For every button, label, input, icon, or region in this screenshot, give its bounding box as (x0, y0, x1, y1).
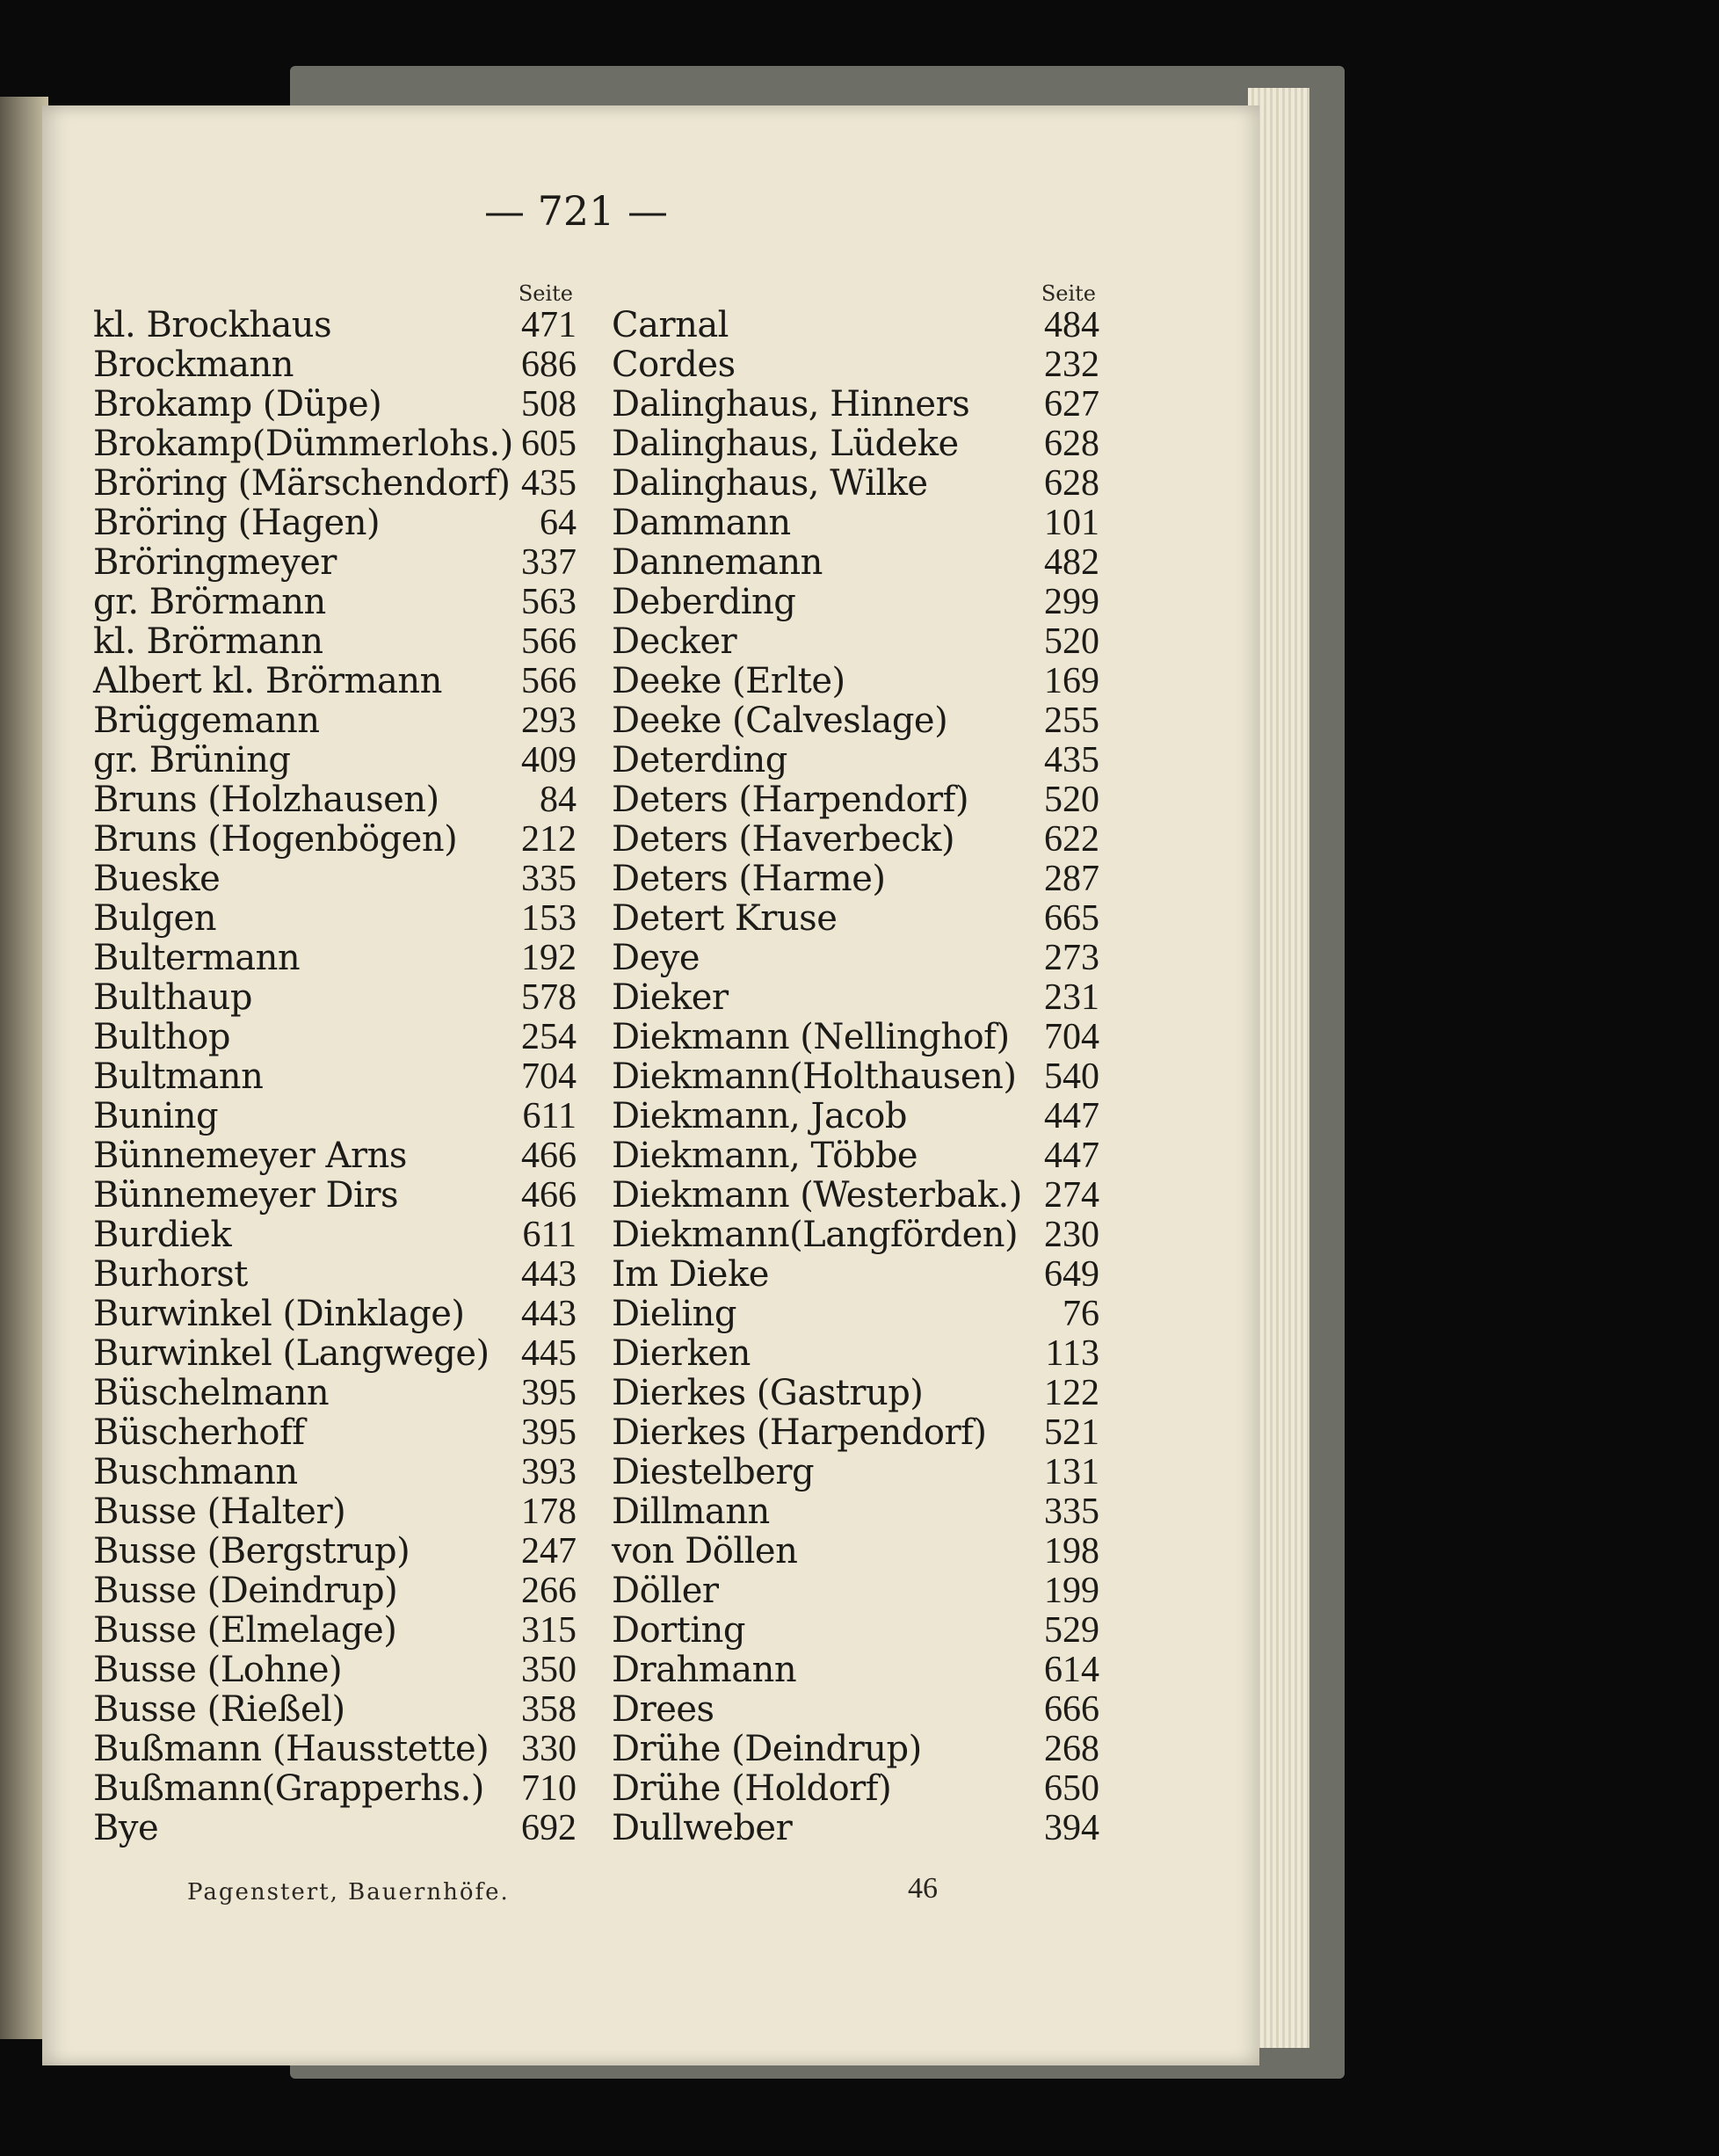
index-entry (612, 820, 1099, 860)
entry-page: 153 (521, 898, 577, 939)
footer-imprint: Pagenstert, Bauernhöfe. (187, 1879, 510, 1906)
index-entry (93, 1730, 577, 1769)
entry-name: Diekmann, Többe (612, 1136, 918, 1176)
index-entry (612, 1057, 1099, 1097)
entry-page: 666 (1044, 1689, 1099, 1730)
entry-page: 622 (1044, 819, 1099, 860)
entry-page: 101 (1044, 503, 1099, 543)
entry-page: 520 (1044, 621, 1099, 662)
entry-name: Brokamp (Düpe) (93, 384, 382, 425)
index-entry (93, 1453, 577, 1492)
index-entry (612, 741, 1099, 780)
index-entry (612, 1334, 1099, 1374)
index-entry (93, 1690, 577, 1730)
entry-page: 254 (521, 1017, 577, 1057)
entry-page: 520 (1044, 780, 1099, 820)
entry-page: 466 (521, 1136, 577, 1176)
index-entry (93, 701, 577, 741)
entry-page: 443 (521, 1254, 577, 1295)
index-entry (93, 1572, 577, 1611)
index-entry (93, 1809, 577, 1848)
entry-name: Drees (612, 1689, 714, 1730)
entry-name: Decker (612, 621, 737, 662)
entry-name: Deeke (Erlte) (612, 661, 845, 701)
index-entry (93, 939, 577, 978)
entry-page: 230 (1044, 1215, 1099, 1255)
entry-page: 435 (1044, 740, 1099, 780)
entry-page: 268 (1044, 1729, 1099, 1769)
entry-page: 76 (1063, 1294, 1099, 1334)
entry-page: 471 (521, 305, 577, 345)
entry-name: Deberding (612, 582, 796, 622)
entry-name: Bueske (93, 859, 221, 899)
entry-name: Dierkes (Gastrup) (612, 1373, 924, 1413)
entry-name: Busse (Halter) (93, 1492, 346, 1532)
index-entry (93, 464, 577, 504)
previous-page-edge (0, 97, 48, 2039)
entry-page: 231 (1044, 977, 1099, 1018)
left-column (93, 281, 577, 1848)
entry-page: 409 (521, 740, 577, 780)
index-entry (93, 1532, 577, 1572)
entry-name: gr. Brörmann (93, 582, 326, 622)
entry-page: 614 (1044, 1650, 1099, 1690)
entry-name: Carnal (612, 305, 729, 345)
entry-page: 649 (1044, 1254, 1099, 1295)
entry-page: 84 (540, 780, 577, 820)
index-entry (93, 1018, 577, 1057)
entry-page: 255 (1044, 701, 1099, 741)
entry-page: 287 (1044, 859, 1099, 899)
entry-name: Döller (612, 1571, 719, 1611)
entry-page: 337 (521, 542, 577, 583)
entry-page: 113 (1045, 1333, 1099, 1374)
index-entry (612, 504, 1099, 543)
index-entry (612, 1374, 1099, 1413)
entry-page: 293 (521, 701, 577, 741)
entry-name: Bulgen (93, 898, 216, 939)
entry-page: 212 (521, 819, 577, 860)
entry-page: 232 (1044, 345, 1099, 385)
index-entry (612, 1453, 1099, 1492)
entry-page: 566 (521, 621, 577, 662)
index-entry (93, 1097, 577, 1136)
entry-name: Bulthop (93, 1017, 230, 1057)
entry-name: Busse (Bergstrup) (93, 1531, 410, 1572)
entry-name: Diestelberg (612, 1452, 815, 1492)
entry-name: Buning (93, 1096, 219, 1136)
index-entry (93, 622, 577, 662)
entry-page: 628 (1044, 424, 1099, 464)
index-entry (612, 1651, 1099, 1690)
book-page (42, 105, 1259, 2065)
index-entry (93, 820, 577, 860)
index-entry (93, 741, 577, 780)
entry-name: Deeke (Calveslage) (612, 701, 948, 741)
entry-page: 122 (1044, 1373, 1099, 1413)
entry-name: Bulthaup (93, 977, 252, 1018)
index-entry (612, 860, 1099, 899)
entry-name: Deterding (612, 740, 787, 780)
index-entry (612, 662, 1099, 701)
entry-page: 466 (521, 1175, 577, 1216)
entry-name: Deters (Harpendorf) (612, 780, 969, 820)
index-entry (612, 622, 1099, 662)
entry-name: Cordes (612, 345, 736, 385)
index-entry (612, 1413, 1099, 1453)
entry-name: Dieker (612, 977, 729, 1018)
entry-page: 192 (521, 938, 577, 978)
index-entry (612, 583, 1099, 622)
entry-page: 611 (522, 1215, 577, 1255)
entry-name: Bröring (Märschendorf) (93, 463, 511, 504)
index-entry (93, 1769, 577, 1809)
index-entry (612, 1018, 1099, 1057)
left-rows (93, 306, 577, 1848)
entry-page: 199 (1044, 1571, 1099, 1611)
entry-name: Diekmann(Holthausen) (612, 1056, 1017, 1097)
entry-name: Diekmann(Langförden) (612, 1215, 1019, 1255)
entry-page: 484 (1044, 305, 1099, 345)
entry-page: 315 (521, 1610, 577, 1651)
entry-name: Busse (Elmelage) (93, 1610, 397, 1651)
index-entry (612, 345, 1099, 385)
page-number: — 721 — (483, 187, 669, 235)
index-entry (612, 1216, 1099, 1255)
column-label: Seite (1041, 281, 1096, 306)
entry-name: Diekmann (Nellinghof) (612, 1017, 1010, 1057)
index-entry (612, 1176, 1099, 1216)
entry-page: 710 (521, 1768, 577, 1809)
entry-name: Bye (93, 1808, 159, 1848)
right-rows (612, 306, 1099, 1848)
entry-page: 445 (521, 1333, 577, 1374)
entry-page: 266 (521, 1571, 577, 1611)
entry-name: Dalinghaus, Hinners (612, 384, 970, 425)
entry-name: gr. Brüning (93, 740, 291, 780)
footer-signature: 46 (908, 1872, 938, 1905)
entry-name: Bultmann (93, 1056, 264, 1097)
entry-page: 686 (521, 345, 577, 385)
entry-page: 299 (1044, 582, 1099, 622)
entry-name: Deye (612, 938, 700, 978)
entry-name: kl. Brockhaus (93, 305, 332, 345)
entry-name: Bultermann (93, 938, 301, 978)
entry-name: Brokamp(Dümmerlohs.) (93, 424, 513, 464)
entry-name: Büschelmann (93, 1373, 330, 1413)
entry-name: Dieling (612, 1294, 736, 1334)
index-entry (93, 1295, 577, 1334)
entry-page: 628 (1044, 463, 1099, 504)
entry-name: Burdiek (93, 1215, 232, 1255)
entry-name: Büscherhoff (93, 1412, 305, 1453)
index-entry (612, 1097, 1099, 1136)
index-entry (93, 1216, 577, 1255)
entry-name: Busse (Lohne) (93, 1650, 343, 1690)
entry-name: Bünnemeyer Dirs (93, 1175, 399, 1216)
entry-page: 627 (1044, 384, 1099, 425)
entry-name: Dorting (612, 1610, 746, 1651)
index-entry (612, 978, 1099, 1018)
entry-page: 395 (521, 1412, 577, 1453)
entry-page: 393 (521, 1452, 577, 1492)
index-entry (612, 939, 1099, 978)
column-label: Seite (518, 281, 573, 306)
entry-name: Diekmann (Westerbak.) (612, 1175, 1022, 1216)
index-entry (93, 1651, 577, 1690)
entry-page: 64 (540, 503, 577, 543)
index-entry (612, 1532, 1099, 1572)
entry-page: 650 (1044, 1768, 1099, 1809)
entry-name: Dannemann (612, 542, 823, 583)
entry-page: 178 (521, 1492, 577, 1532)
index-entry (93, 899, 577, 939)
index-entry (612, 1492, 1099, 1532)
entry-page: 508 (521, 384, 577, 425)
entry-name: Dillmann (612, 1492, 770, 1532)
entry-name: Detert Kruse (612, 898, 838, 939)
entry-name: Im Dieke (612, 1254, 769, 1295)
entry-page: 169 (1044, 661, 1099, 701)
entry-page: 563 (521, 582, 577, 622)
index-entry (612, 425, 1099, 464)
entry-name: Dalinghaus, Wilke (612, 463, 928, 504)
entry-page: 447 (1044, 1136, 1099, 1176)
entry-page: 443 (521, 1294, 577, 1334)
entry-page: 540 (1044, 1056, 1099, 1097)
entry-name: Bußmann (Hausstette) (93, 1729, 490, 1769)
entry-page: 198 (1044, 1531, 1099, 1572)
entry-page: 605 (521, 424, 577, 464)
entry-name: Dalinghaus, Lüdeke (612, 424, 959, 464)
entry-page: 274 (1044, 1175, 1099, 1216)
index-entry (93, 1413, 577, 1453)
index-entry (612, 1809, 1099, 1848)
index-entry (612, 1136, 1099, 1176)
index-entry (93, 978, 577, 1018)
index-entry (612, 1611, 1099, 1651)
index-entry (612, 1572, 1099, 1611)
entry-page: 692 (521, 1808, 577, 1848)
entry-name: Burwinkel (Dinklage) (93, 1294, 465, 1334)
entry-name: Drahmann (612, 1650, 797, 1690)
index-entry (612, 1690, 1099, 1730)
entry-name: kl. Brörmann (93, 621, 323, 662)
index-entry (93, 583, 577, 622)
index-entry (93, 345, 577, 385)
entry-page: 131 (1044, 1452, 1099, 1492)
entry-name: Bröring (Hagen) (93, 503, 381, 543)
entry-page: 665 (1044, 898, 1099, 939)
entry-page: 335 (1044, 1492, 1099, 1532)
entry-name: Bruns (Hogenbögen) (93, 819, 458, 860)
entry-page: 521 (1044, 1412, 1099, 1453)
entry-page: 435 (521, 463, 577, 504)
entry-name: Albert kl. Brörmann (93, 661, 442, 701)
entry-name: Dullweber (612, 1808, 793, 1848)
index-entry (612, 899, 1099, 939)
entry-name: Bußmann(Grapperhs.) (93, 1768, 484, 1809)
entry-name: Dierken (612, 1333, 751, 1374)
index-entry (612, 306, 1099, 345)
entry-name: Dierkes (Harpendorf) (612, 1412, 987, 1453)
entry-name: Brüggemann (93, 701, 320, 741)
index-entry (612, 1769, 1099, 1809)
index-entry (93, 504, 577, 543)
entry-page: 395 (521, 1373, 577, 1413)
entry-name: Bröringmeyer (93, 542, 337, 583)
entry-page: 704 (521, 1056, 577, 1097)
index-entry (93, 1334, 577, 1374)
index-entry (612, 464, 1099, 504)
index-entry (93, 425, 577, 464)
index-entry (93, 662, 577, 701)
index-entry (612, 1295, 1099, 1334)
entry-name: Deters (Harme) (612, 859, 886, 899)
entry-page: 247 (521, 1531, 577, 1572)
index-entry (612, 780, 1099, 820)
index-entry (93, 1136, 577, 1176)
entry-name: Brockmann (93, 345, 294, 385)
entry-page: 529 (1044, 1610, 1099, 1651)
entry-page: 447 (1044, 1096, 1099, 1136)
entry-page: 330 (521, 1729, 577, 1769)
entry-name: Diekmann, Jacob (612, 1096, 907, 1136)
index-entry (612, 701, 1099, 741)
index-entry (93, 1611, 577, 1651)
entry-name: Burwinkel (Langwege) (93, 1333, 490, 1374)
index-entry (612, 1255, 1099, 1295)
entry-name: Dammann (612, 503, 791, 543)
entry-name: Buschmann (93, 1452, 298, 1492)
entry-page: 566 (521, 661, 577, 701)
index-entry (93, 780, 577, 820)
entry-name: Burhorst (93, 1254, 248, 1295)
index-entry (93, 1057, 577, 1097)
entry-name: Drühe (Holdorf) (612, 1768, 892, 1809)
entry-page: 704 (1044, 1017, 1099, 1057)
index-entry (93, 1492, 577, 1532)
entry-name: Bruns (Holzhausen) (93, 780, 439, 820)
entry-name: Busse (Deindrup) (93, 1571, 398, 1611)
entry-name: Bünnemeyer Arns (93, 1136, 407, 1176)
index-entry (612, 543, 1099, 583)
entry-page: 335 (521, 859, 577, 899)
entry-page: 578 (521, 977, 577, 1018)
entry-name: Deters (Haverbeck) (612, 819, 955, 860)
entry-page: 482 (1044, 542, 1099, 583)
index-entry (612, 1730, 1099, 1769)
index-entry (93, 385, 577, 425)
entry-page: 611 (522, 1096, 577, 1136)
index-entry (93, 306, 577, 345)
entry-page: 358 (521, 1689, 577, 1730)
index-entry (93, 1176, 577, 1216)
right-column (612, 281, 1099, 1848)
entry-page: 394 (1044, 1808, 1099, 1848)
entry-page: 350 (521, 1650, 577, 1690)
entry-name: Drühe (Deindrup) (612, 1729, 922, 1769)
entry-page: 273 (1044, 938, 1099, 978)
entry-name: Busse (Rießel) (93, 1689, 345, 1730)
entry-name: von Döllen (612, 1531, 798, 1572)
index-entry (612, 385, 1099, 425)
index-entry (93, 1255, 577, 1295)
index-entry (93, 860, 577, 899)
index-entry (93, 543, 577, 583)
index-entry (93, 1374, 577, 1413)
